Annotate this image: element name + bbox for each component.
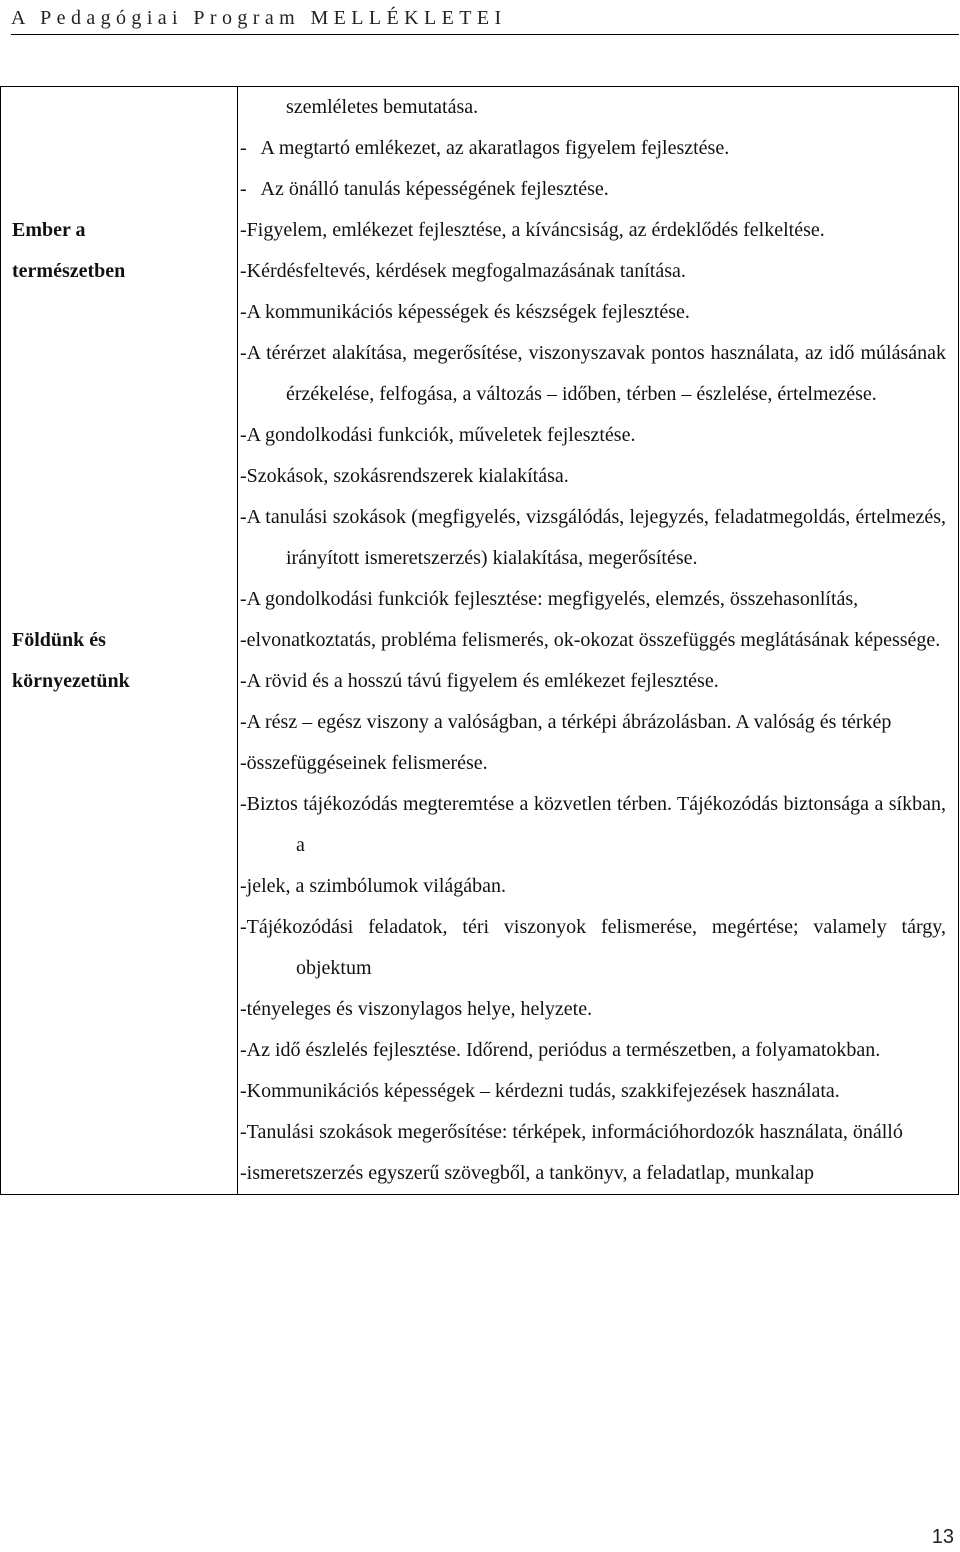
content-table [0,86,959,1195]
subject-cell [1,87,238,1195]
table-row [1,87,959,1195]
list-item: -A gondolkodási funkciók fejlesztése: megfigyelés, elemzés, összehasonlítás, [240,588,859,610]
list-item: -Kommunikációs képességek – kérdezni tudás, szakkifejezések használata. [240,1080,840,1102]
list-item: -Tájékozódási feladatok, téri viszonyok felismerése, megértése; valamely tárgy, objektum [240,916,946,979]
list-item: - Az önálló tanulás képességének fejlesztése. [240,178,609,200]
list-item: -Tanulási szokások megerősítése: térképek, információhordozók használata, önálló [240,1121,903,1143]
list-item: -ismeretszerzés egyszerű szövegből, a tankönyv, a feladatlap, munkalap [240,1162,815,1184]
content-cell [238,87,959,1195]
page-number: 13 [931,1526,954,1548]
list-item: -tényeleges és viszonylagos helye, helyzete. [240,998,593,1020]
subject-label-line: Ember a [12,219,86,241]
list-item: - A megtartó emlékezet, az akaratlagos figyelem fejlesztése. [240,137,730,159]
list-item: -Az idő észlelés fejlesztése. Időrend, periódus a természetben, a folyamatokban. [240,1039,881,1061]
list-item: -jelek, a szimbólumok világában. [240,875,507,897]
page-header: A Pedagógiai Program MELLÉKLETEI [11,7,507,29]
list-item: -összefüggéseinek felismerése. [240,752,488,774]
list-item: -Szokások, szokásrendszerek kialakítása. [240,465,569,487]
list-item: szemléletes bemutatása. [286,96,479,118]
subject-label-line: környezetünk [12,670,130,692]
list-item: -elvonatkoztatás, probléma felismerés, ok-okozat összefüggés meglátásának képessége. [240,629,941,651]
subject-label-foldunk [1,292,237,702]
list-item: -A gondolkodási funkciók, műveletek fejlesztése. [240,424,636,446]
list-item: -A rövid és a hosszú távú figyelem és emlékezet fejlesztése. [240,670,719,692]
list-item: -A kommunikációs képességek és készségek fejlesztése. [240,301,690,323]
content-list [238,87,958,1194]
list-item: -Kérdésfeltevés, kérdések megfogalmazásának tanítása. [240,260,686,282]
list-item: -A rész – egész viszony a valóságban, a térképi ábrázolásban. A valóság és térkép [240,711,892,733]
list-item: -Biztos tájékozódás megteremtése a közvetlen térben. Tájékozódás biztonsága a síkban, a [240,793,946,856]
subject-label-line: természetben [12,260,126,282]
subject-label-line: Földünk és [12,629,106,651]
list-item: -Figyelem, emlékezet fejlesztése, a kíváncsiság, az érdeklődés felkeltése. [240,219,825,241]
header-rule [11,34,959,35]
list-item: -A tanulási szokások (megfigyelés, vizsgálódás, lejegyzés, feladatmegoldás, értelmezés, irányított ismeretszerzés) kialakítása, megerősítése. [240,506,946,569]
subject-label-ember [1,87,237,292]
list-item: -A térérzet alakítása, megerősítése, viszonyszavak pontos használata, az idő múlásának érzékelése, felfogása, a változás – időben, térben – észlelése, értelmezése. [240,342,946,405]
